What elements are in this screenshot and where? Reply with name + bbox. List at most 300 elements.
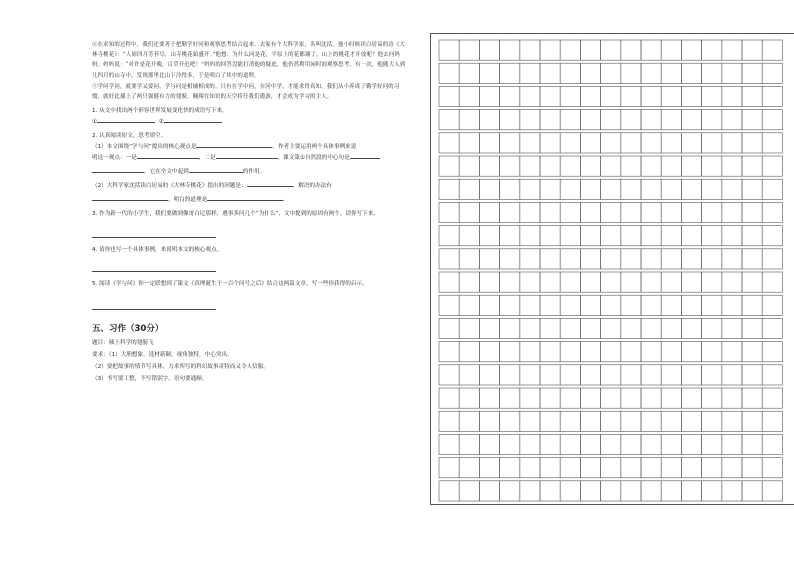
grid-cell[interactable] bbox=[681, 202, 701, 222]
grid-cell[interactable] bbox=[681, 110, 701, 130]
grid-cell[interactable] bbox=[560, 342, 580, 362]
grid-cell[interactable] bbox=[742, 226, 762, 246]
grid-cell[interactable] bbox=[439, 434, 459, 454]
grid-cell[interactable] bbox=[742, 458, 762, 478]
grid-cell[interactable] bbox=[641, 63, 661, 83]
grid-cell[interactable] bbox=[560, 40, 580, 60]
grid-cell[interactable] bbox=[641, 318, 661, 338]
grid-cell[interactable] bbox=[540, 156, 560, 176]
grid-cell[interactable] bbox=[439, 179, 459, 199]
grid-cell[interactable] bbox=[520, 434, 540, 454]
answer-blank[interactable] bbox=[207, 194, 283, 201]
grid-cell[interactable] bbox=[742, 295, 762, 315]
grid-cell[interactable] bbox=[540, 481, 560, 501]
grid-cell[interactable] bbox=[560, 272, 580, 292]
grid-cell[interactable] bbox=[601, 202, 621, 222]
grid-cell[interactable] bbox=[661, 411, 681, 431]
grid-cell[interactable] bbox=[439, 365, 459, 385]
grid-cell[interactable] bbox=[742, 272, 762, 292]
grid-cell[interactable] bbox=[641, 295, 661, 315]
answer-line[interactable] bbox=[92, 227, 216, 238]
grid-cell[interactable] bbox=[742, 179, 762, 199]
grid-cell[interactable] bbox=[520, 411, 540, 431]
grid-cell[interactable] bbox=[681, 156, 701, 176]
grid-cell[interactable] bbox=[762, 86, 782, 106]
grid-cell[interactable] bbox=[762, 481, 782, 501]
grid-cell[interactable] bbox=[702, 388, 722, 408]
grid-cell[interactable] bbox=[661, 434, 681, 454]
grid-cell[interactable] bbox=[500, 365, 520, 385]
grid-cell[interactable] bbox=[439, 40, 459, 60]
grid-cell[interactable] bbox=[762, 365, 782, 385]
grid-cell[interactable] bbox=[722, 179, 742, 199]
grid-cell[interactable] bbox=[661, 226, 681, 246]
grid-cell[interactable] bbox=[661, 249, 681, 269]
grid-cell[interactable] bbox=[439, 388, 459, 408]
grid-cell[interactable] bbox=[621, 411, 641, 431]
grid-cell[interactable] bbox=[479, 179, 499, 199]
grid-cell[interactable] bbox=[681, 63, 701, 83]
grid-cell[interactable] bbox=[762, 202, 782, 222]
grid-cell[interactable] bbox=[742, 40, 762, 60]
grid-cell[interactable] bbox=[439, 295, 459, 315]
grid-cell[interactable] bbox=[722, 411, 742, 431]
grid-cell[interactable] bbox=[560, 179, 580, 199]
grid-cell[interactable] bbox=[681, 295, 701, 315]
grid-cell[interactable] bbox=[479, 202, 499, 222]
grid-cell[interactable] bbox=[762, 249, 782, 269]
grid-cell[interactable] bbox=[500, 458, 520, 478]
grid-cell[interactable] bbox=[621, 249, 641, 269]
grid-cell[interactable] bbox=[661, 133, 681, 153]
grid-cell[interactable] bbox=[722, 272, 742, 292]
grid-cell[interactable] bbox=[580, 40, 600, 60]
grid-cell[interactable] bbox=[621, 202, 641, 222]
grid-cell[interactable] bbox=[722, 86, 742, 106]
grid-cell[interactable] bbox=[601, 249, 621, 269]
grid-cell[interactable] bbox=[762, 110, 782, 130]
grid-cell[interactable] bbox=[459, 365, 479, 385]
grid-cell[interactable] bbox=[580, 342, 600, 362]
grid-cell[interactable] bbox=[601, 179, 621, 199]
answer-line[interactable] bbox=[92, 299, 216, 310]
grid-cell[interactable] bbox=[641, 272, 661, 292]
grid-cell[interactable] bbox=[722, 40, 742, 60]
grid-cell[interactable] bbox=[479, 156, 499, 176]
grid-cell[interactable] bbox=[762, 458, 782, 478]
grid-cell[interactable] bbox=[762, 295, 782, 315]
grid-cell[interactable] bbox=[459, 458, 479, 478]
grid-cell[interactable] bbox=[520, 481, 540, 501]
grid-cell[interactable] bbox=[540, 388, 560, 408]
grid-cell[interactable] bbox=[580, 110, 600, 130]
grid-cell[interactable] bbox=[641, 249, 661, 269]
grid-cell[interactable] bbox=[722, 133, 742, 153]
grid-cell[interactable] bbox=[742, 133, 762, 153]
grid-cell[interactable] bbox=[520, 40, 540, 60]
grid-cell[interactable] bbox=[479, 110, 499, 130]
grid-cell[interactable] bbox=[560, 86, 580, 106]
grid-cell[interactable] bbox=[702, 342, 722, 362]
grid-cell[interactable] bbox=[580, 434, 600, 454]
grid-cell[interactable] bbox=[742, 434, 762, 454]
grid-cell[interactable] bbox=[560, 411, 580, 431]
grid-cell[interactable] bbox=[540, 295, 560, 315]
grid-cell[interactable] bbox=[459, 272, 479, 292]
grid-cell[interactable] bbox=[762, 40, 782, 60]
grid-cell[interactable] bbox=[459, 318, 479, 338]
grid-cell[interactable] bbox=[601, 342, 621, 362]
grid-cell[interactable] bbox=[762, 272, 782, 292]
grid-cell[interactable] bbox=[762, 226, 782, 246]
grid-cell[interactable] bbox=[439, 226, 459, 246]
grid-cell[interactable] bbox=[520, 295, 540, 315]
grid-cell[interactable] bbox=[459, 249, 479, 269]
grid-cell[interactable] bbox=[722, 342, 742, 362]
grid-cell[interactable] bbox=[580, 63, 600, 83]
grid-cell[interactable] bbox=[500, 156, 520, 176]
grid-cell[interactable] bbox=[722, 226, 742, 246]
grid-cell[interactable] bbox=[580, 133, 600, 153]
grid-cell[interactable] bbox=[601, 481, 621, 501]
grid-cell[interactable] bbox=[762, 179, 782, 199]
grid-cell[interactable] bbox=[520, 63, 540, 83]
grid-cell[interactable] bbox=[702, 110, 722, 130]
grid-cell[interactable] bbox=[621, 388, 641, 408]
grid-cell[interactable] bbox=[580, 249, 600, 269]
grid-cell[interactable] bbox=[722, 434, 742, 454]
grid-cell[interactable] bbox=[641, 388, 661, 408]
grid-cell[interactable] bbox=[479, 458, 499, 478]
answer-blank[interactable] bbox=[189, 166, 243, 173]
grid-cell[interactable] bbox=[681, 133, 701, 153]
grid-cell[interactable] bbox=[661, 388, 681, 408]
grid-cell[interactable] bbox=[722, 481, 742, 501]
grid-cell[interactable] bbox=[500, 63, 520, 83]
grid-cell[interactable] bbox=[762, 411, 782, 431]
grid-cell[interactable] bbox=[479, 365, 499, 385]
grid-cell[interactable] bbox=[702, 202, 722, 222]
grid-cell[interactable] bbox=[722, 388, 742, 408]
grid-cell[interactable] bbox=[459, 202, 479, 222]
grid-cell[interactable] bbox=[439, 458, 459, 478]
grid-cell[interactable] bbox=[601, 133, 621, 153]
grid-cell[interactable] bbox=[520, 133, 540, 153]
grid-cell[interactable] bbox=[661, 40, 681, 60]
grid-cell[interactable] bbox=[479, 434, 499, 454]
grid-cell[interactable] bbox=[520, 272, 540, 292]
grid-cell[interactable] bbox=[560, 133, 580, 153]
grid-cell[interactable] bbox=[641, 156, 661, 176]
grid-cell[interactable] bbox=[621, 295, 641, 315]
grid-cell[interactable] bbox=[560, 110, 580, 130]
grid-cell[interactable] bbox=[661, 295, 681, 315]
grid-cell[interactable] bbox=[601, 458, 621, 478]
grid-cell[interactable] bbox=[702, 411, 722, 431]
grid-cell[interactable] bbox=[520, 156, 540, 176]
grid-cell[interactable] bbox=[702, 272, 722, 292]
grid-cell[interactable] bbox=[681, 226, 701, 246]
grid-cell[interactable] bbox=[742, 249, 762, 269]
grid-cell[interactable] bbox=[661, 481, 681, 501]
grid-cell[interactable] bbox=[661, 179, 681, 199]
grid-cell[interactable] bbox=[661, 63, 681, 83]
grid-cell[interactable] bbox=[742, 86, 762, 106]
grid-cell[interactable] bbox=[702, 156, 722, 176]
grid-cell[interactable] bbox=[479, 272, 499, 292]
grid-cell[interactable] bbox=[479, 342, 499, 362]
grid-cell[interactable] bbox=[580, 388, 600, 408]
grid-cell[interactable] bbox=[540, 202, 560, 222]
grid-cell[interactable] bbox=[621, 63, 641, 83]
grid-cell[interactable] bbox=[500, 272, 520, 292]
grid-cell[interactable] bbox=[661, 110, 681, 130]
grid-cell[interactable] bbox=[540, 63, 560, 83]
grid-cell[interactable] bbox=[540, 133, 560, 153]
grid-cell[interactable] bbox=[661, 458, 681, 478]
grid-cell[interactable] bbox=[601, 365, 621, 385]
grid-cell[interactable] bbox=[520, 365, 540, 385]
grid-cell[interactable] bbox=[641, 110, 661, 130]
grid-cell[interactable] bbox=[621, 272, 641, 292]
grid-cell[interactable] bbox=[621, 133, 641, 153]
grid-cell[interactable] bbox=[540, 226, 560, 246]
grid-cell[interactable] bbox=[702, 295, 722, 315]
grid-cell[interactable] bbox=[500, 179, 520, 199]
grid-cell[interactable] bbox=[459, 63, 479, 83]
grid-cell[interactable] bbox=[601, 295, 621, 315]
grid-cell[interactable] bbox=[580, 481, 600, 501]
grid-cell[interactable] bbox=[681, 249, 701, 269]
grid-cell[interactable] bbox=[742, 110, 762, 130]
grid-cell[interactable] bbox=[601, 63, 621, 83]
grid-cell[interactable] bbox=[702, 40, 722, 60]
grid-cell[interactable] bbox=[621, 40, 641, 60]
grid-cell[interactable] bbox=[580, 365, 600, 385]
grid-cell[interactable] bbox=[601, 226, 621, 246]
grid-cell[interactable] bbox=[500, 86, 520, 106]
grid-cell[interactable] bbox=[601, 156, 621, 176]
grid-cell[interactable] bbox=[621, 365, 641, 385]
grid-cell[interactable] bbox=[540, 179, 560, 199]
grid-cell[interactable] bbox=[681, 388, 701, 408]
grid-cell[interactable] bbox=[560, 318, 580, 338]
grid-cell[interactable] bbox=[601, 411, 621, 431]
grid-cell[interactable] bbox=[621, 86, 641, 106]
grid-cell[interactable] bbox=[459, 226, 479, 246]
grid-cell[interactable] bbox=[560, 458, 580, 478]
grid-cell[interactable] bbox=[500, 133, 520, 153]
grid-cell[interactable] bbox=[459, 110, 479, 130]
grid-cell[interactable] bbox=[722, 249, 742, 269]
grid-cell[interactable] bbox=[560, 388, 580, 408]
grid-cell[interactable] bbox=[439, 202, 459, 222]
composition-grid[interactable] bbox=[430, 33, 794, 505]
answer-blank[interactable] bbox=[196, 141, 272, 148]
grid-cell[interactable] bbox=[500, 481, 520, 501]
grid-cell[interactable] bbox=[722, 110, 742, 130]
grid-cell[interactable] bbox=[702, 458, 722, 478]
grid-cell[interactable] bbox=[702, 365, 722, 385]
grid-cell[interactable] bbox=[681, 318, 701, 338]
grid-cell[interactable] bbox=[762, 156, 782, 176]
grid-cell[interactable] bbox=[540, 86, 560, 106]
grid-cell[interactable] bbox=[459, 295, 479, 315]
grid-cell[interactable] bbox=[702, 226, 722, 246]
grid-cell[interactable] bbox=[621, 226, 641, 246]
grid-cell[interactable] bbox=[560, 63, 580, 83]
grid-cell[interactable] bbox=[641, 481, 661, 501]
grid-cell[interactable] bbox=[681, 365, 701, 385]
grid-cell[interactable] bbox=[459, 156, 479, 176]
grid-cell[interactable] bbox=[479, 295, 499, 315]
grid-cell[interactable] bbox=[661, 342, 681, 362]
grid-cell[interactable] bbox=[439, 249, 459, 269]
grid-cell[interactable] bbox=[661, 272, 681, 292]
grid-cell[interactable] bbox=[479, 133, 499, 153]
grid-cell[interactable] bbox=[641, 226, 661, 246]
grid-cell[interactable] bbox=[520, 249, 540, 269]
grid-cell[interactable] bbox=[762, 318, 782, 338]
grid-cell[interactable] bbox=[742, 365, 762, 385]
grid-cell[interactable] bbox=[500, 110, 520, 130]
grid-cell[interactable] bbox=[762, 342, 782, 362]
grid-cell[interactable] bbox=[742, 481, 762, 501]
grid-cell[interactable] bbox=[560, 365, 580, 385]
grid-cell[interactable] bbox=[722, 365, 742, 385]
grid-cell[interactable] bbox=[500, 388, 520, 408]
grid-cell[interactable] bbox=[560, 156, 580, 176]
grid-cell[interactable] bbox=[702, 179, 722, 199]
grid-cell[interactable] bbox=[459, 86, 479, 106]
grid-cell[interactable] bbox=[681, 434, 701, 454]
grid-cell[interactable] bbox=[479, 63, 499, 83]
grid-cell[interactable] bbox=[479, 481, 499, 501]
grid-cell[interactable] bbox=[621, 110, 641, 130]
grid-cell[interactable] bbox=[641, 202, 661, 222]
grid-cell[interactable] bbox=[762, 63, 782, 83]
grid-cell[interactable] bbox=[601, 434, 621, 454]
grid-cell[interactable] bbox=[601, 318, 621, 338]
grid-cell[interactable] bbox=[722, 156, 742, 176]
grid-cell[interactable] bbox=[661, 156, 681, 176]
grid-cell[interactable] bbox=[520, 342, 540, 362]
grid-cell[interactable] bbox=[479, 40, 499, 60]
grid-cell[interactable] bbox=[540, 110, 560, 130]
grid-cell[interactable] bbox=[439, 272, 459, 292]
grid-cell[interactable] bbox=[702, 318, 722, 338]
grid-cell[interactable] bbox=[702, 133, 722, 153]
grid-cell[interactable] bbox=[459, 40, 479, 60]
grid-cell[interactable] bbox=[702, 63, 722, 83]
grid-cell[interactable] bbox=[681, 272, 701, 292]
grid-cell[interactable] bbox=[500, 411, 520, 431]
answer-line[interactable] bbox=[92, 261, 216, 272]
grid-cell[interactable] bbox=[540, 318, 560, 338]
grid-cell[interactable] bbox=[702, 481, 722, 501]
grid-cell[interactable] bbox=[621, 156, 641, 176]
grid-cell[interactable] bbox=[580, 295, 600, 315]
grid-cell[interactable] bbox=[500, 202, 520, 222]
grid-cell[interactable] bbox=[641, 365, 661, 385]
grid-cell[interactable] bbox=[621, 179, 641, 199]
grid-cell[interactable] bbox=[742, 202, 762, 222]
grid-cell[interactable] bbox=[661, 365, 681, 385]
grid-cell[interactable] bbox=[439, 63, 459, 83]
grid-cell[interactable] bbox=[520, 179, 540, 199]
grid-cell[interactable] bbox=[641, 342, 661, 362]
grid-cell[interactable] bbox=[459, 411, 479, 431]
grid-cell[interactable] bbox=[641, 86, 661, 106]
grid-cell[interactable] bbox=[479, 249, 499, 269]
answer-blank[interactable] bbox=[92, 166, 144, 173]
grid-cell[interactable] bbox=[681, 458, 701, 478]
grid-cell[interactable] bbox=[540, 40, 560, 60]
grid-cell[interactable] bbox=[580, 179, 600, 199]
grid-cell[interactable] bbox=[641, 179, 661, 199]
grid-cell[interactable] bbox=[641, 133, 661, 153]
grid-cell[interactable] bbox=[681, 411, 701, 431]
grid-cell[interactable] bbox=[540, 249, 560, 269]
grid-cell[interactable] bbox=[681, 481, 701, 501]
grid-cell[interactable] bbox=[641, 411, 661, 431]
grid-cell[interactable] bbox=[621, 318, 641, 338]
grid-cell[interactable] bbox=[661, 318, 681, 338]
answer-blank[interactable] bbox=[92, 194, 168, 201]
grid-cell[interactable] bbox=[580, 272, 600, 292]
grid-cell[interactable] bbox=[641, 40, 661, 60]
grid-cell[interactable] bbox=[459, 388, 479, 408]
grid-cell[interactable] bbox=[439, 318, 459, 338]
grid-cell[interactable] bbox=[560, 295, 580, 315]
grid-cell[interactable] bbox=[601, 272, 621, 292]
grid-cell[interactable] bbox=[601, 86, 621, 106]
answer-blank[interactable] bbox=[137, 152, 199, 159]
grid-cell[interactable] bbox=[500, 318, 520, 338]
grid-cell[interactable] bbox=[661, 202, 681, 222]
grid-cell[interactable] bbox=[500, 249, 520, 269]
grid-cell[interactable] bbox=[742, 342, 762, 362]
grid-cell[interactable] bbox=[459, 179, 479, 199]
grid-cell[interactable] bbox=[722, 458, 742, 478]
grid-cell[interactable] bbox=[439, 156, 459, 176]
grid-cell[interactable] bbox=[580, 458, 600, 478]
answer-blank[interactable] bbox=[350, 152, 380, 159]
grid-cell[interactable] bbox=[500, 295, 520, 315]
grid-cell[interactable] bbox=[621, 458, 641, 478]
grid-cell[interactable] bbox=[500, 342, 520, 362]
grid-cell[interactable] bbox=[459, 481, 479, 501]
grid-cell[interactable] bbox=[500, 226, 520, 246]
grid-cell[interactable] bbox=[601, 40, 621, 60]
grid-cell[interactable] bbox=[681, 342, 701, 362]
grid-cell[interactable] bbox=[580, 156, 600, 176]
grid-cell[interactable] bbox=[540, 434, 560, 454]
grid-cell[interactable] bbox=[742, 63, 762, 83]
grid-cell[interactable] bbox=[520, 318, 540, 338]
grid-cell[interactable] bbox=[762, 388, 782, 408]
answer-blank[interactable] bbox=[247, 180, 293, 187]
grid-cell[interactable] bbox=[479, 226, 499, 246]
grid-cell[interactable] bbox=[439, 133, 459, 153]
grid-cell[interactable] bbox=[459, 133, 479, 153]
grid-cell[interactable] bbox=[742, 388, 762, 408]
answer-blank[interactable] bbox=[216, 152, 278, 159]
grid-cell[interactable] bbox=[479, 411, 499, 431]
grid-cell[interactable] bbox=[540, 272, 560, 292]
grid-cell[interactable] bbox=[439, 110, 459, 130]
grid-cell[interactable] bbox=[439, 86, 459, 106]
